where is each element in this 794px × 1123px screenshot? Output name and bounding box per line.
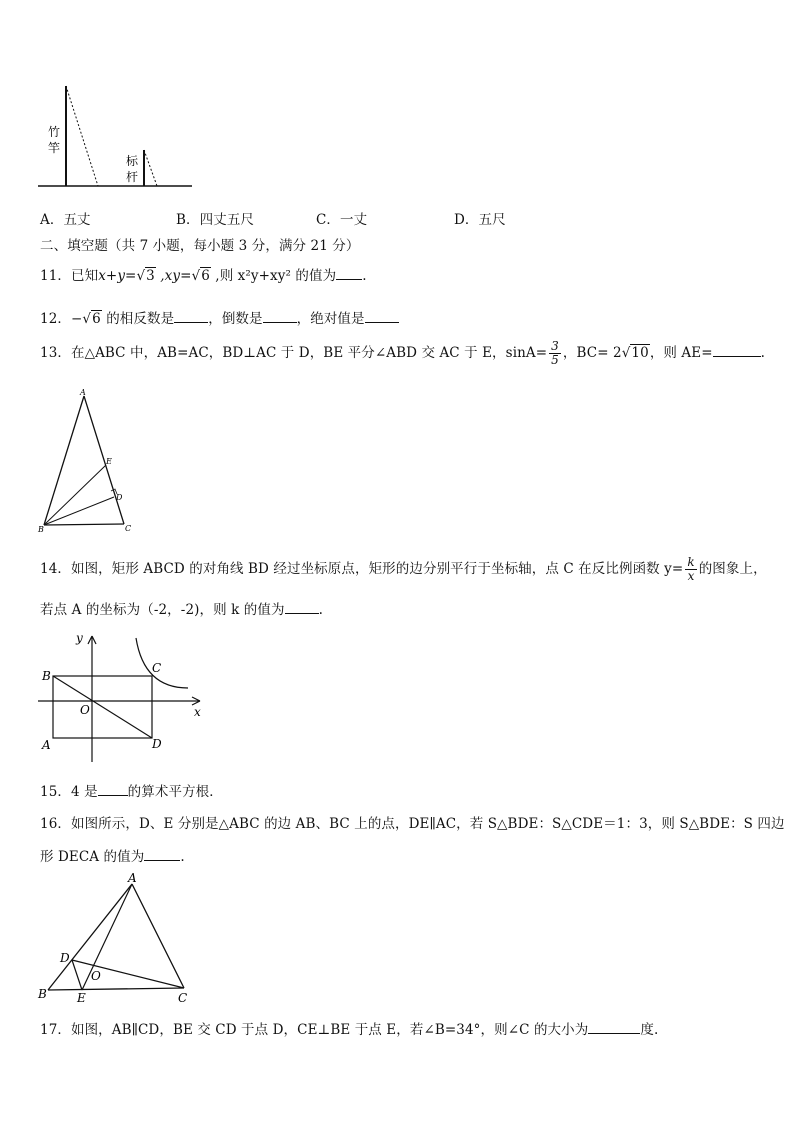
q13-text3: ，则 AE= <box>649 345 713 361</box>
label-B: B <box>38 987 47 1001</box>
q15-answer-blank[interactable] <box>98 783 128 796</box>
label-D: D <box>152 737 162 751</box>
label-x: x <box>194 705 201 719</box>
q12-text2: ，倒数是 <box>208 311 263 327</box>
pole-label-2: 杆 <box>126 170 139 184</box>
q13-number: 13． <box>40 345 71 361</box>
section-title: 二、填空题（共 7 小题，每小题 3 分，满分 21 分） <box>40 238 360 254</box>
label-C: C <box>178 991 188 1005</box>
q17-text2: 度. <box>640 1022 659 1038</box>
q12-blank-opposite[interactable] <box>174 310 208 323</box>
marker-shadow <box>144 150 157 186</box>
question-11 <box>40 264 367 284</box>
q16-text2: 形 DECA 的值为 <box>40 849 145 865</box>
question-16-line2 <box>40 845 185 865</box>
q13-end: . <box>760 345 766 361</box>
choice-c: C．一丈 <box>316 212 368 228</box>
q16-text1: 如图所示，D、E 分别是△ABC 的边 AB、BC 上的点，DE∥AC，若 S△BDE：S△CDE＝1：3，则 S△BDE：S 四边 <box>70 816 785 832</box>
label-O: O <box>80 703 90 717</box>
question-13 <box>40 340 765 367</box>
label-B: B <box>42 669 51 683</box>
q14-text2: 若点 A 的坐标为（-2，-2)，则 k 的值为 <box>40 602 285 618</box>
triangle-dec-figure <box>34 872 194 1006</box>
q11-sqrt6: √6 <box>191 268 210 284</box>
q15-text2: 的算术平方根． <box>127 784 223 800</box>
diagonal-BD <box>53 676 152 738</box>
seg-BC <box>44 524 124 525</box>
q17-number: 17． <box>40 1022 71 1038</box>
seg-AC <box>84 396 124 524</box>
label-y: y <box>76 631 83 645</box>
question-14-line1 <box>40 556 767 583</box>
q13-text1: 在△ABC 中，AB=AC，BD⊥AC 于 D，BE 平分∠ABD 交 AC 于 E，sinA= <box>70 345 548 361</box>
label-D: D <box>116 493 123 502</box>
bamboo-label-1: 竹 <box>48 125 61 139</box>
label-B: B <box>38 525 44 534</box>
q11-expr1: x+y= <box>98 268 137 284</box>
q16-end: . <box>180 849 185 865</box>
question-15 <box>40 780 223 800</box>
q16-answer-blank[interactable] <box>144 848 180 861</box>
q13-sqrt10: √10 <box>621 345 649 361</box>
label-O: O <box>91 969 101 983</box>
label-C: C <box>152 661 162 675</box>
label-D: D <box>60 951 70 965</box>
seg-DC <box>72 960 184 988</box>
q15-number: 15． <box>40 784 71 800</box>
q12-text3: ，绝对值是 <box>296 311 365 327</box>
triangle-abc-figure <box>34 386 144 536</box>
seg-AC <box>132 884 184 988</box>
q12-neg: − <box>70 311 83 327</box>
label-A: A <box>42 738 51 752</box>
bamboo-label-2: 竿 <box>48 141 61 155</box>
q11-number: 11． <box>40 268 71 284</box>
label-C: C <box>125 524 132 533</box>
label-A: A <box>80 388 86 397</box>
question-14-line2 <box>40 598 323 618</box>
seg-BD <box>44 497 114 525</box>
question-12 <box>40 307 399 327</box>
label-E: E <box>106 457 112 466</box>
choice-d: D．五尺 <box>454 212 506 228</box>
q13-answer-blank[interactable] <box>713 344 761 357</box>
pole-label-1: 标 <box>126 154 139 168</box>
seg-BC <box>48 988 184 990</box>
q12-number: 12． <box>40 311 71 327</box>
q14-text1b: 的图象上， <box>698 561 767 577</box>
q17-text1: 如图，AB∥CD，BE 交 CD 于点 D，CE⊥BE 于点 E，若∠B=34°，则∠C 的大小为 <box>70 1022 589 1038</box>
q15-text1: 4 是 <box>70 784 98 800</box>
q14-end: . <box>318 602 323 618</box>
q11-pre: 已知 <box>70 268 99 284</box>
q11-sqrt3: √3 <box>136 268 155 284</box>
question-16-line1 <box>40 812 785 832</box>
q11-end: . <box>362 268 367 284</box>
question-17 <box>40 1018 658 1038</box>
q13-text2: ，BC= 2 <box>562 345 622 361</box>
q14-fraction-k-over-x: $\frac{k}{x}$ <box>687 555 695 583</box>
bamboo-pole-figure <box>36 80 196 192</box>
q11-expr3: ,则 x²y+xy² 的值为 <box>210 268 337 284</box>
rectangle-coordinate-figure <box>36 628 212 768</box>
label-A: A <box>128 872 137 885</box>
choice-a: A．五丈 <box>40 212 91 228</box>
q12-text1: 的相反数是 <box>101 311 175 327</box>
q17-answer-blank[interactable] <box>588 1021 640 1034</box>
q12-sqrt6: √6 <box>82 311 101 327</box>
q14-text1: 如图，矩形 ABCD 的对角线 BD 经过坐标原点，矩形的边分别平行于坐标轴，点 C 在反比例函数 y= <box>70 561 684 577</box>
hyperbola-branch <box>136 638 188 688</box>
q16-number: 16． <box>40 816 71 832</box>
q12-blank-abs[interactable] <box>365 310 399 323</box>
q14-answer-blank[interactable] <box>285 601 319 614</box>
bamboo-shadow <box>66 86 98 186</box>
q11-expr2: ,xy= <box>155 268 192 284</box>
q11-answer-blank[interactable] <box>336 267 362 280</box>
label-E: E <box>77 991 86 1005</box>
q13-fraction-sinA: $\frac{3}{5}$ <box>551 339 559 367</box>
seg-DE <box>72 960 82 990</box>
q14-number: 14． <box>40 561 71 577</box>
q12-blank-reciprocal[interactable] <box>263 310 297 323</box>
choice-b: B．四丈五尺 <box>176 212 255 228</box>
